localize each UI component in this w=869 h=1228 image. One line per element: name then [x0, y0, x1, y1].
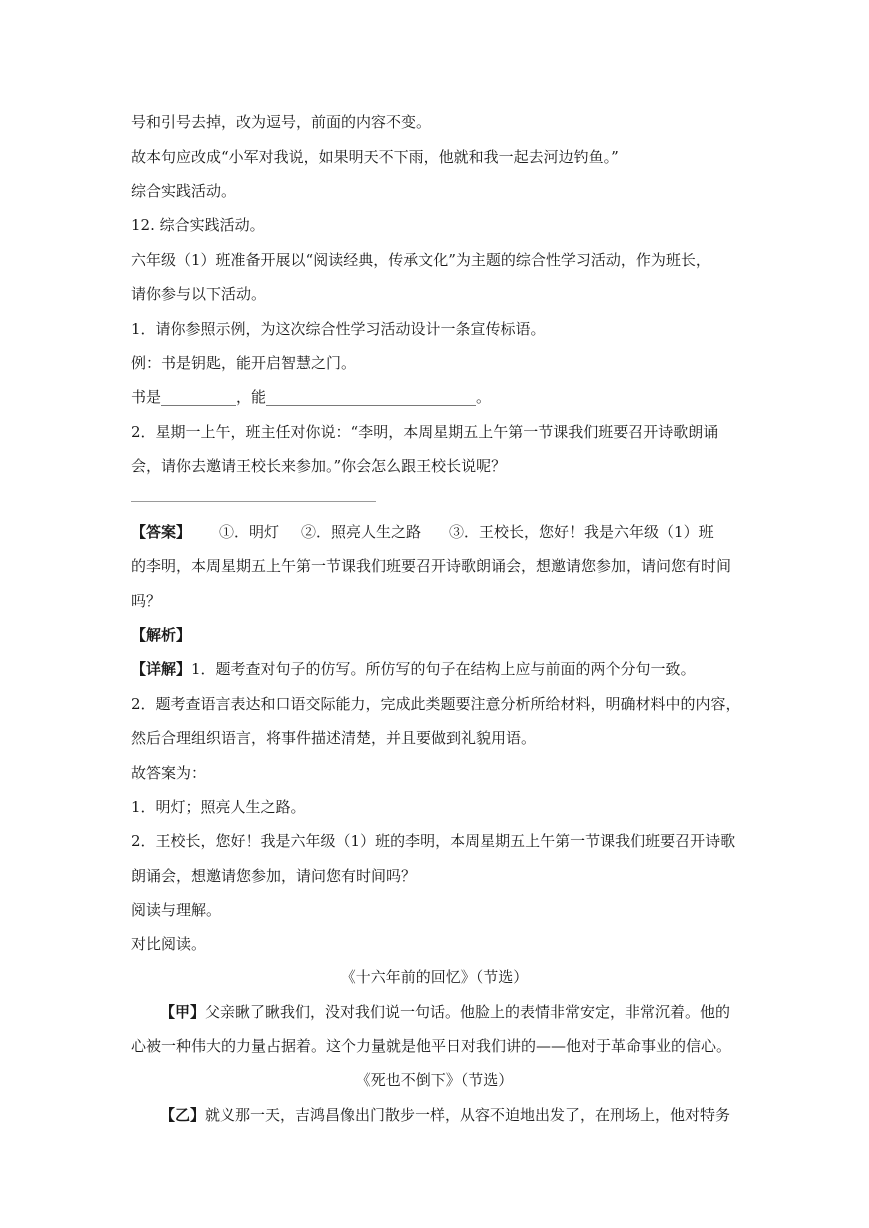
text-line: 1．请你参照示例，为这次综合性学习活动设计一条宣传标语。 [131, 320, 546, 338]
fill-in-blank-line: 书是__________，能____________________________。 [131, 388, 492, 406]
section-heading: 综合实践活动。 [131, 182, 237, 200]
question-number: 12. 综合实践活动。 [131, 216, 265, 234]
passage-text: 就义那一天，吉鸿昌像出门散步一样，从容不迫地出发了，在刑场上，他对特务 [205, 1106, 731, 1124]
answer-item-3: ③．王校长，您好！我是六年级（1）班 [449, 523, 714, 541]
detail-line [131, 658, 696, 680]
detail-text: 1．题考查对句子的仿写。所仿写的句子在结构上应与前面的两个分句一致。 [191, 660, 696, 678]
text-line: 会，请你去邀请王校长来参加。”你会怎么跟王校长说呢？ [131, 457, 507, 475]
section-heading: 对比阅读。 [131, 935, 207, 953]
text-line: 朗诵会，想邀请您参加，请问您有时间吗？ [131, 867, 417, 885]
text-line: 吗？ [131, 592, 162, 610]
text-line: 六年级（1）班准备开展以“阅读经典，传承文化”为主题的综合性学习活动，作为班长， [131, 251, 711, 269]
text-line: 2．王校长，您好！我是六年级（1）班的李明，本周星期五上午第一节课我们班要召开诗歌 [131, 832, 736, 850]
text-line: 号和引号去掉，改为逗号，前面的内容不变。 [131, 113, 432, 131]
detail-label: 【详解】 [131, 660, 192, 678]
passage-label-yi: 【乙】 [160, 1106, 206, 1124]
text-line: 2．星期一上午，班主任对你说：“李明，本周星期五上午第一节课我们班要召开诗歌朗诵 [131, 423, 719, 441]
answer-line [131, 521, 714, 543]
passage-text: 父亲瞅了瞅我们，没对我们说一句话。他脸上的表情非常安定，非常沉着。他的 [205, 1003, 731, 1021]
passage-label-jia: 【甲】 [160, 1003, 206, 1021]
passage-line [160, 1104, 730, 1126]
divider-rule [131, 501, 376, 502]
text-line: 故本句应改成“小军对我说，如果明天不下雨，他就和我一起去河边钓鱼。” [131, 148, 619, 166]
text-line: 请你参与以下活动。 [131, 285, 267, 303]
text-line: 然后合理组织语言，将事件描述清楚，并且要做到礼貌用语。 [131, 729, 537, 747]
section-heading: 阅读与理解。 [131, 901, 222, 919]
answer-label: 【答案】 [131, 523, 192, 541]
passage-line [160, 1001, 730, 1023]
text-line: 2．题考查语言表达和口语交际能力，完成此类题要注意分析所给材料，明确材料中的内容， [131, 695, 741, 713]
passage-title: 《死也不倒下》（节选） [355, 1071, 514, 1089]
text-line: 1．明灯；照亮人生之路。 [131, 798, 306, 816]
analysis-label: 【解析】 [131, 626, 192, 644]
passage-line: 心被一种伟大的力量占据着。这个力量就是他平日对我们讲的——他对于革命事业的信心。 [131, 1037, 732, 1055]
answer-item-1: ①．明灯 [219, 523, 280, 541]
text-line: 的李明，本周星期五上午第一节课我们班要召开诗歌朗诵会，想邀请您参加，请问您有时间 [131, 557, 732, 575]
text-line: 例：书是钥匙，能开启智慧之门。 [131, 354, 357, 372]
passage-title: 《十六年前的回忆》（节选） [340, 968, 529, 986]
answer-item-2: ②．照亮人生之路 [301, 523, 422, 541]
text-line: 故答案为： [131, 764, 207, 782]
